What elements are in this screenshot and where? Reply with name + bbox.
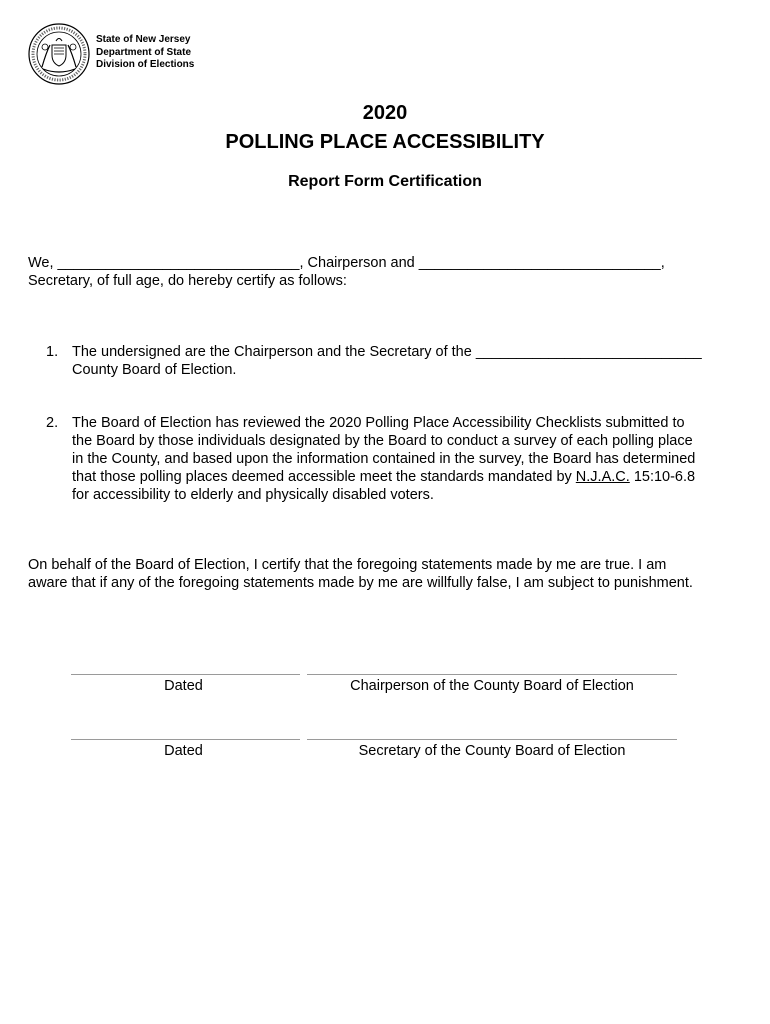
agency-department: Department of State — [96, 46, 192, 58]
form-title: POLLING PLACE ACCESSIBILITY — [225, 131, 545, 153]
item-1-line: County Board of Election. — [72, 362, 237, 378]
item-2-line-citation — [72, 468, 695, 486]
secretary-role-label: Secretary of the County Board of Election — [358, 743, 626, 759]
certification-line: On behalf of the Board of Election, I certify that the foregoing statements made by me are true. I am — [28, 557, 667, 573]
chairperson-role-label: Chairperson of the County Board of Election — [350, 678, 634, 694]
date-signature-line[interactable] — [71, 674, 300, 675]
njac-section: 15:10-6.8 — [633, 469, 696, 485]
agency-header — [96, 34, 194, 72]
date-signature-line[interactable] — [71, 739, 300, 740]
intro-line-secretary: Secretary, of full age, do hereby certify as follows: — [28, 273, 347, 289]
item-2-line: in the County, and based upon the information contained in the survey, the Board has determined — [72, 451, 696, 467]
agency-state: State of New Jersey — [96, 34, 191, 45]
njac-citation: N.J.A.C. — [575, 469, 630, 485]
item-1-line: The undersigned are the Chairperson and the Secretary of the ____________________________ — [72, 344, 702, 360]
secretary-signature-line[interactable] — [307, 739, 677, 740]
state-seal-icon — [28, 23, 90, 85]
item-2-line: the Board by those individuals designated by the Board to conduct a survey of each polling place — [72, 433, 693, 449]
agency-division: Division of Elections — [96, 59, 195, 70]
item-2-line: The Board of Election has reviewed the 2020 Polling Place Accessibility Checklists submitted to — [72, 415, 685, 431]
item-1-number: 1. — [46, 344, 59, 360]
date-label: Dated — [164, 678, 203, 694]
chairperson-signature-line[interactable] — [307, 674, 677, 675]
certification-line: aware that if any of the foregoing statements made by me are willfully false, I am subject to punishment. — [28, 575, 693, 591]
intro-line-names: We, ______________________________, Chairperson and ______________________________, — [28, 255, 665, 271]
item-2-number: 2. — [46, 415, 59, 431]
item-2-line: that those polling places deemed accessible meet the standards mandated by — [72, 469, 572, 485]
item-2-line: for accessibility to elderly and physically disabled voters. — [72, 487, 434, 503]
form-year: 2020 — [362, 102, 408, 124]
date-label: Dated — [164, 743, 203, 759]
form-subtitle: Report Form Certification — [288, 173, 482, 190]
